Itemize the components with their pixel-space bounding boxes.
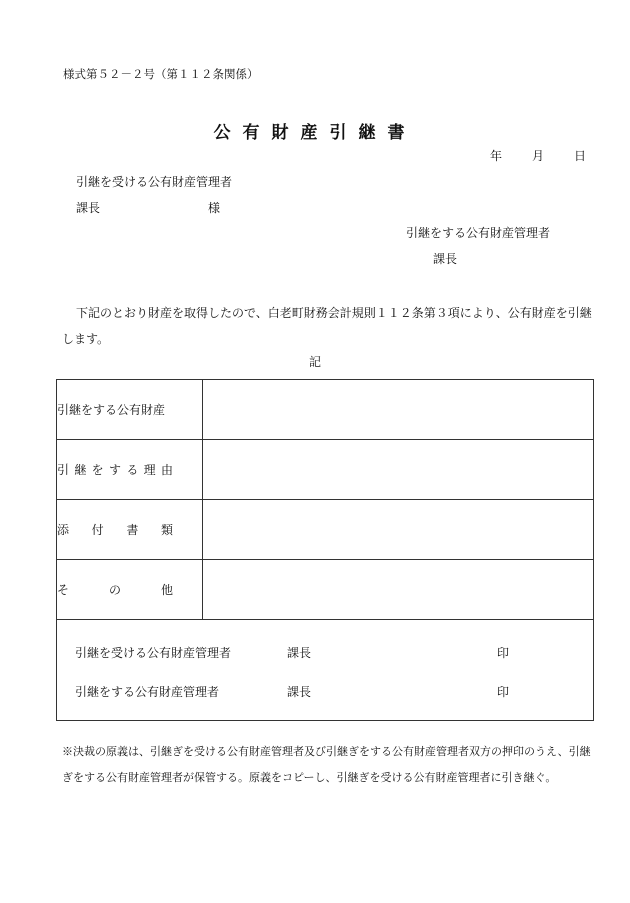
- label-char: 類: [160, 523, 173, 537]
- signature-row-receiver: [75, 644, 593, 661]
- body-text: 下記のとおり財産を取得したので、白老町財務会計規則１１２条第３項により、公有財産を引継します。: [62, 306, 592, 346]
- label-char: す: [108, 463, 121, 477]
- attachments-label-text: [57, 521, 173, 538]
- form-number: 様式第５２－２号（第１１２条関係）: [63, 67, 259, 81]
- row-value-attachments[interactable]: [202, 500, 593, 560]
- label-char: 他: [160, 583, 173, 597]
- recipient-role: 引継を受ける公有財産管理者: [76, 175, 233, 189]
- sender-name-label: 課長: [433, 252, 458, 266]
- signature-title: 課長: [287, 646, 312, 660]
- signature-role: 引継をする公有財産管理者: [75, 685, 220, 699]
- sender-role: 引継をする公有財産管理者: [406, 226, 551, 240]
- reason-label-text: [57, 461, 173, 478]
- ki-heading: 記: [308, 355, 321, 369]
- row-value-other[interactable]: [202, 560, 593, 620]
- label-char: る: [126, 463, 139, 477]
- row-label-reason: [57, 440, 203, 500]
- table-row: [57, 620, 594, 721]
- label-char: 由: [160, 463, 173, 477]
- row-label-attachments: [57, 500, 203, 560]
- recipient-name-label: 課長: [76, 201, 101, 215]
- document-title: 公有財産引継書: [213, 123, 417, 143]
- label-char: そ: [57, 583, 70, 597]
- other-label-text: [57, 581, 173, 598]
- row-value-property[interactable]: [202, 380, 593, 440]
- seal-mark: 印: [497, 646, 510, 660]
- signature-row-sender: [75, 683, 593, 700]
- row-label-other: [57, 560, 203, 620]
- table-row: [57, 560, 594, 620]
- recipient-honorific: 様: [208, 201, 221, 215]
- label-char: 理: [143, 463, 156, 477]
- row-value-reason[interactable]: [202, 440, 593, 500]
- table-row: [57, 380, 594, 440]
- label-char: 書: [126, 523, 139, 537]
- row-label-property: 引継をする公有財産: [57, 380, 203, 440]
- date-year-label: 年: [490, 149, 503, 163]
- label-char: 引: [57, 463, 70, 477]
- label-char: の: [108, 583, 121, 597]
- transfer-table: [56, 379, 594, 721]
- date-line: [490, 147, 586, 164]
- table-row: [57, 500, 594, 560]
- label-char: 付: [91, 523, 104, 537]
- seal-mark: 印: [497, 685, 510, 699]
- signature-title: 課長: [287, 685, 312, 699]
- label-char: 添: [57, 523, 70, 537]
- footnote: ※決裁の原義は、引継ぎを受ける公有財産管理者及び引継ぎをする公有財産管理者双方の押印のうえ、引継ぎをする公有財産管理者が保管する。原義をコピーし、引継ぎを受ける公有財産管理者に引き継ぐ。: [62, 745, 591, 784]
- label-char: を: [91, 463, 104, 477]
- table-row: [57, 440, 594, 500]
- signature-role: 引継を受ける公有財産管理者: [75, 646, 232, 660]
- label-char: 継: [74, 463, 87, 477]
- date-day-label: 日: [574, 149, 587, 163]
- date-month-label: 月: [532, 149, 545, 163]
- signature-block: [57, 620, 594, 721]
